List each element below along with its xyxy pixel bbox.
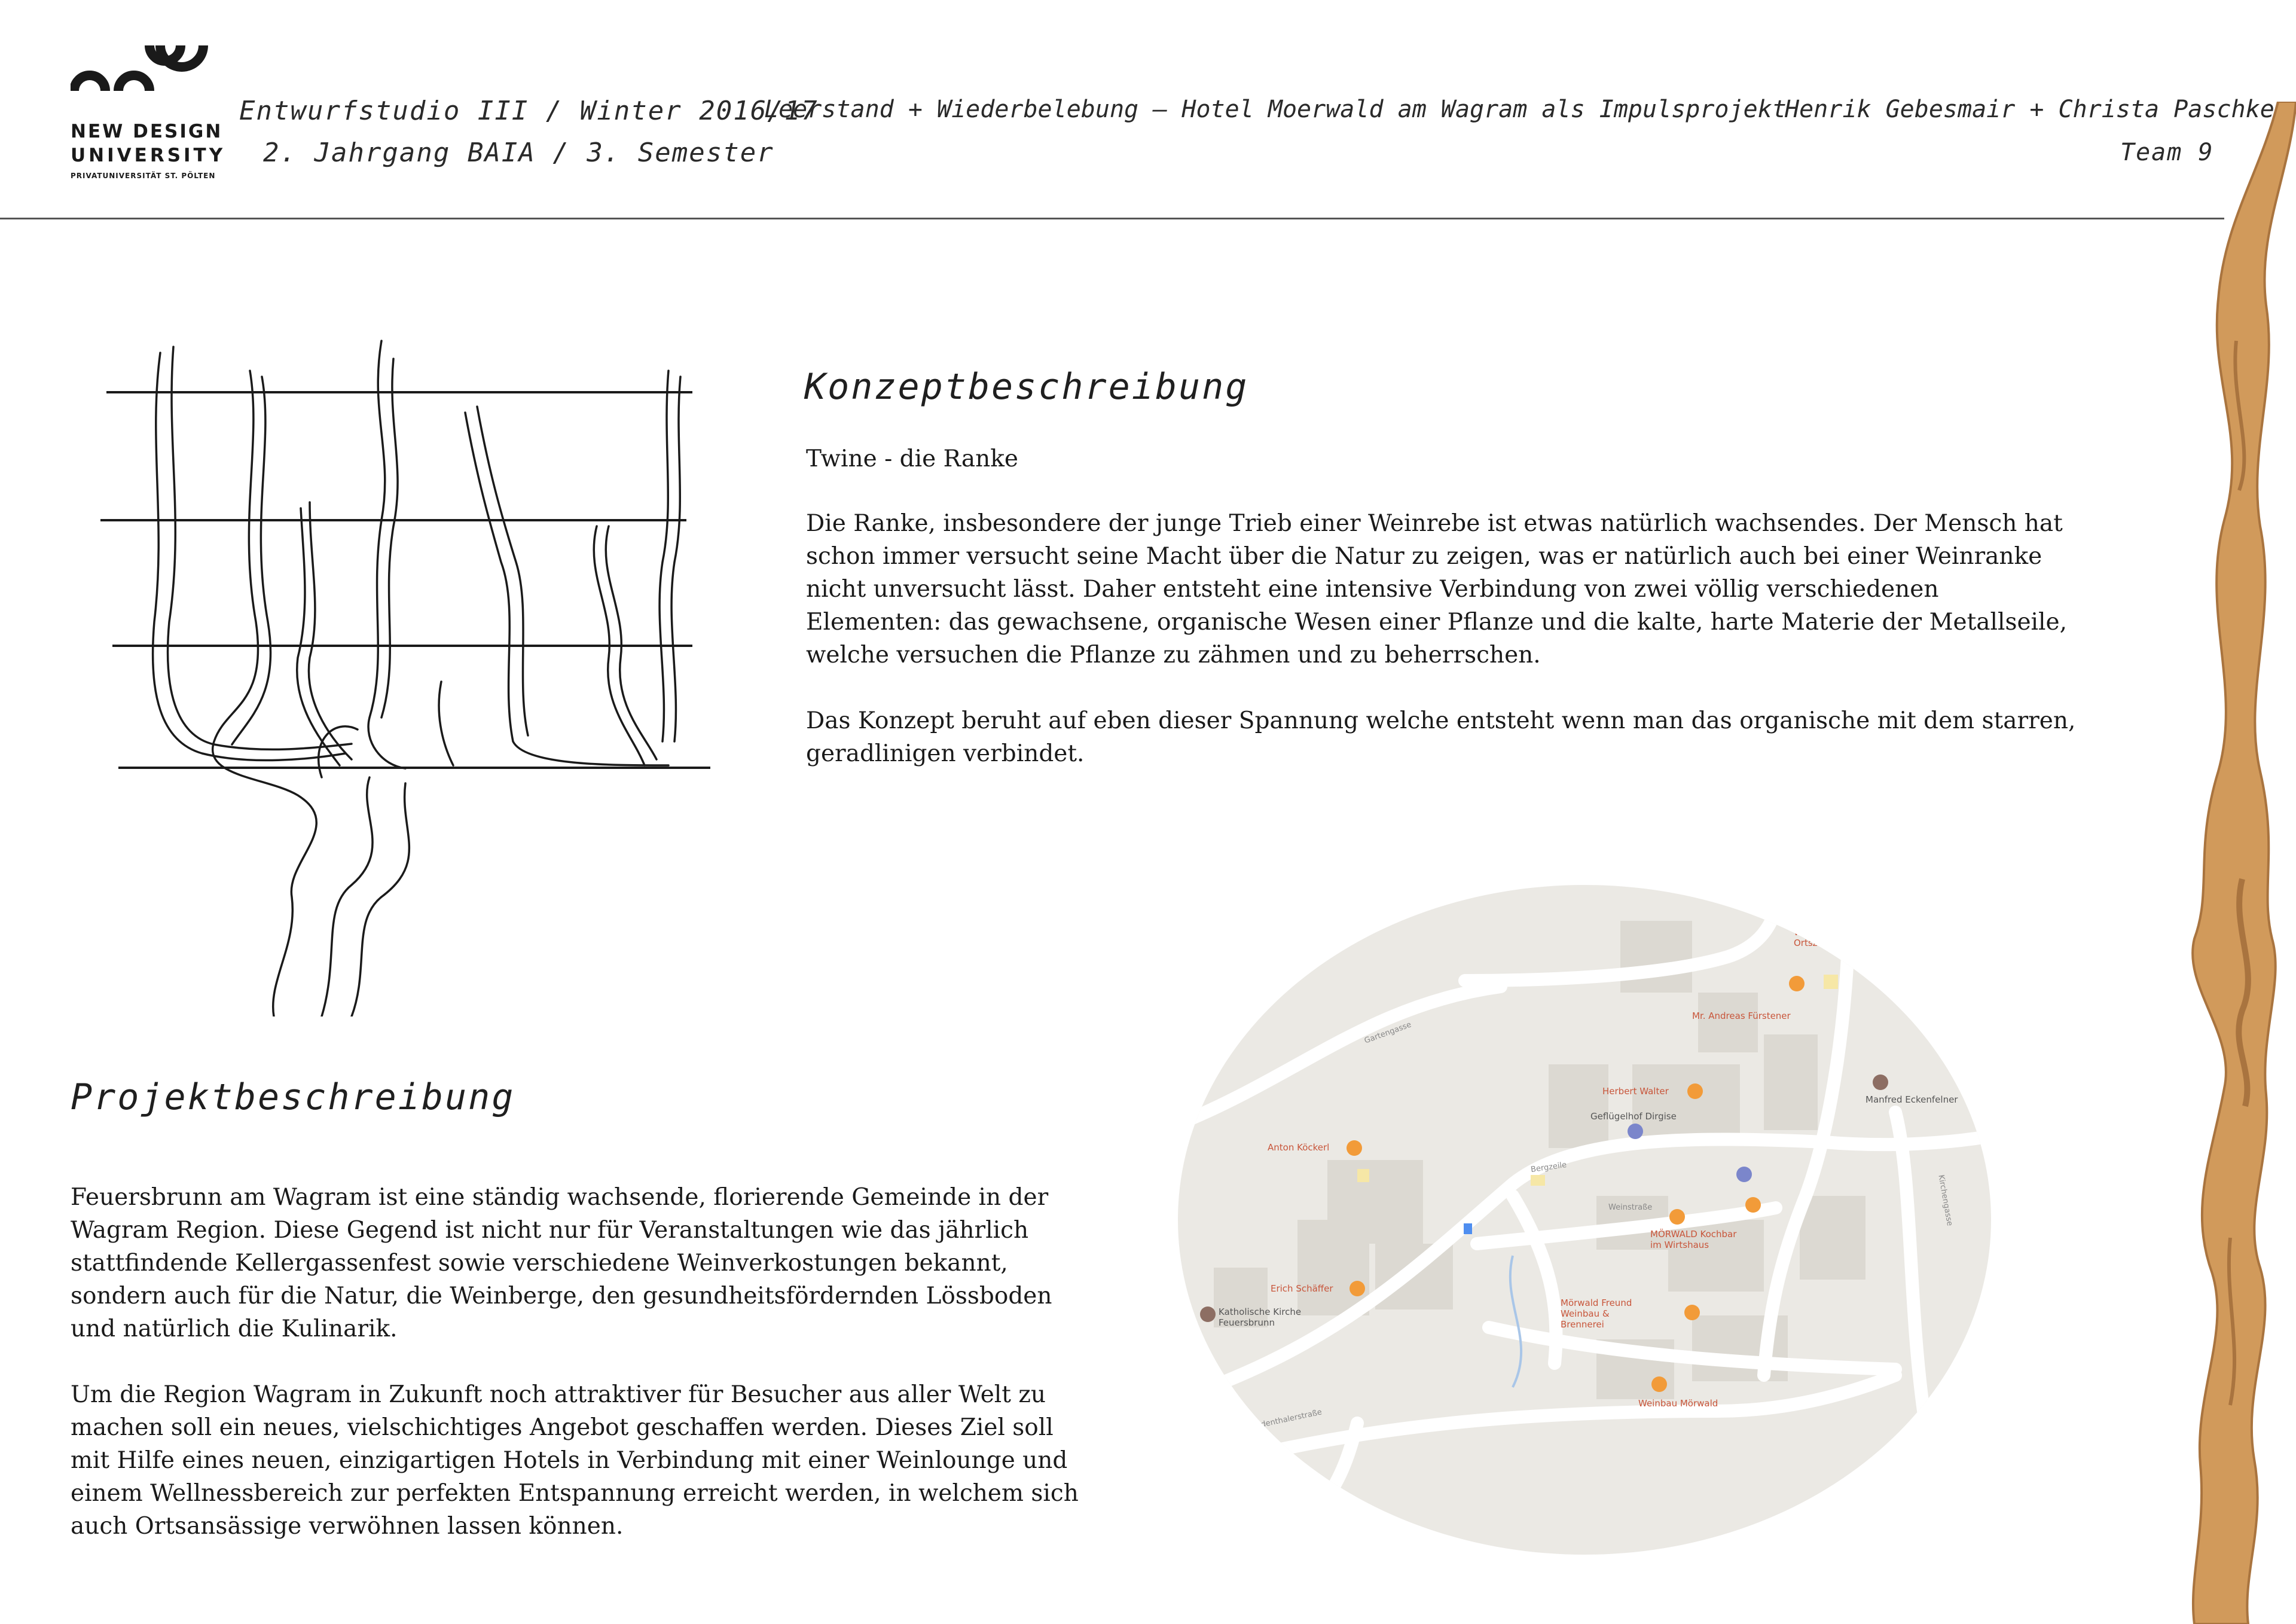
header-divider [0, 218, 2224, 219]
logo-line-1: NEW DESIGN [71, 121, 223, 142]
map-street-2: Weinstraße [1608, 1203, 1653, 1212]
map-place-5[interactable]: Anton Köckerl [1268, 1142, 1330, 1153]
map-place-6[interactable]: MÖRWALD Kochbar im Wirtshaus [1650, 1229, 1737, 1250]
project-paragraph-1: Feuersbrunn am Wagram ist eine ständig wachsende, florierende Gemeinde in der Wagram Region. Diese Gegend ist nicht nur für Veranstaltungen wie das jährlich stattfindende Kellergassenfest sowie verschiedene Weinverkostungen bekannt, sondern auch für die Natur, die Weinberge, den gesundheitsfördernden Lössboden und natürlich die Kulinarik. [71, 1184, 1052, 1342]
vine-sketch-illustration [71, 323, 716, 1016]
concept-title: Konzeptbeschreibung [804, 366, 1249, 408]
map-street-0: Gartengasse [1363, 1020, 1413, 1046]
map-place-10[interactable]: Weinbau Mörwald [1638, 1398, 1718, 1409]
map-roads [1178, 885, 1991, 1555]
map-place-3[interactable]: Herbert Walter [1602, 1086, 1669, 1097]
project-paragraph-2: Um die Region Wagram in Zukunft noch attraktiver für Besucher aus aller Welt zu machen soll ein neues, vielschichtiges Angebot geschaffen werden. Dieses Ziel soll mit Hilfe eines neuen, einzigartigen Hotels in Verbindung mit einer Weinlounge und einem Wellnessbereich zur perfekten Entspannung erreicht werden, in welchem sich auch Ortsansässige verwöhnen lassen können. [71, 1381, 1079, 1540]
vine-decoration [2176, 102, 2296, 1624]
header-team: Team 9 [2120, 139, 2214, 166]
map-place-7[interactable]: Erich Schäffer [1271, 1283, 1333, 1294]
ndu-logo-mark-icon [71, 37, 214, 97]
header-semester: 2. Jahrgang BAIA / 3. Semester [263, 138, 774, 168]
header-studio: Entwurfstudio III / Winter 2016/17 [239, 96, 819, 126]
concept-paragraph-2: Das Konzept beruht auf eben dieser Spannung welche entsteht wenn man das organische mit dem starren, geradlinigen verbindet. [806, 707, 2076, 767]
concept-body [806, 507, 2080, 770]
map-place-9[interactable]: Mörwald Freund Weinbau & Brennerei [1561, 1298, 1632, 1330]
university-logo [71, 37, 226, 187]
project-title: Projektbeschreibung [71, 1076, 515, 1118]
header-project: Leerstand + Wiederbelebung – Hotel Moerwald am Wagram als Impulsprojekt [764, 96, 1787, 123]
concept-subtitle: Twine - die Ranke [806, 445, 1018, 472]
map-place-1[interactable]: Mr. Andreas Fürstener [1692, 1011, 1791, 1021]
logo-line-3: PRIVATUNIVERSITÄT ST. PÖLTEN [71, 172, 216, 180]
map-street-1: Bergzeile [1530, 1160, 1568, 1175]
map-place-0[interactable]: Weinbau Weber Ortszeit [1794, 916, 1833, 948]
map-place-4[interactable]: Geflügelhof Dirgise [1590, 1111, 1677, 1122]
map-place-8[interactable]: Katholische Kirche Feuersbrunn [1219, 1306, 1302, 1328]
project-body [71, 1181, 1081, 1543]
logo-line-2: UNIVERSITY [71, 145, 226, 166]
map-place-2[interactable]: Manfred Eckenfelner [1866, 1094, 1958, 1105]
concept-paragraph-1: Die Ranke, insbesondere der junge Trieb einer Weinrebe ist etwas natürlich wachsendes. Der Mensch hat schon immer versucht seine Macht über die Natur zu zeigen, was er natürlich auch bei einer Weinranke nicht unversucht lässt. Daher entsteht eine intensive Verbindung von zwei völlig verschiedenen Elementen: das gewachsene, organische Wesen einer Pflanze und die kalte, harte Materie der Metallseile, welche versuchen die Pflanze zu zähmen und zu beherrschen. [806, 510, 2067, 668]
header-authors: Henrik Gebesmair + Christa Paschke [1785, 96, 2274, 123]
map-street-4: Kirchengasse [1936, 1174, 1955, 1227]
map-street-3: Großriedenthalerstraße [1232, 1408, 1323, 1436]
location-map[interactable] [1178, 885, 1991, 1555]
